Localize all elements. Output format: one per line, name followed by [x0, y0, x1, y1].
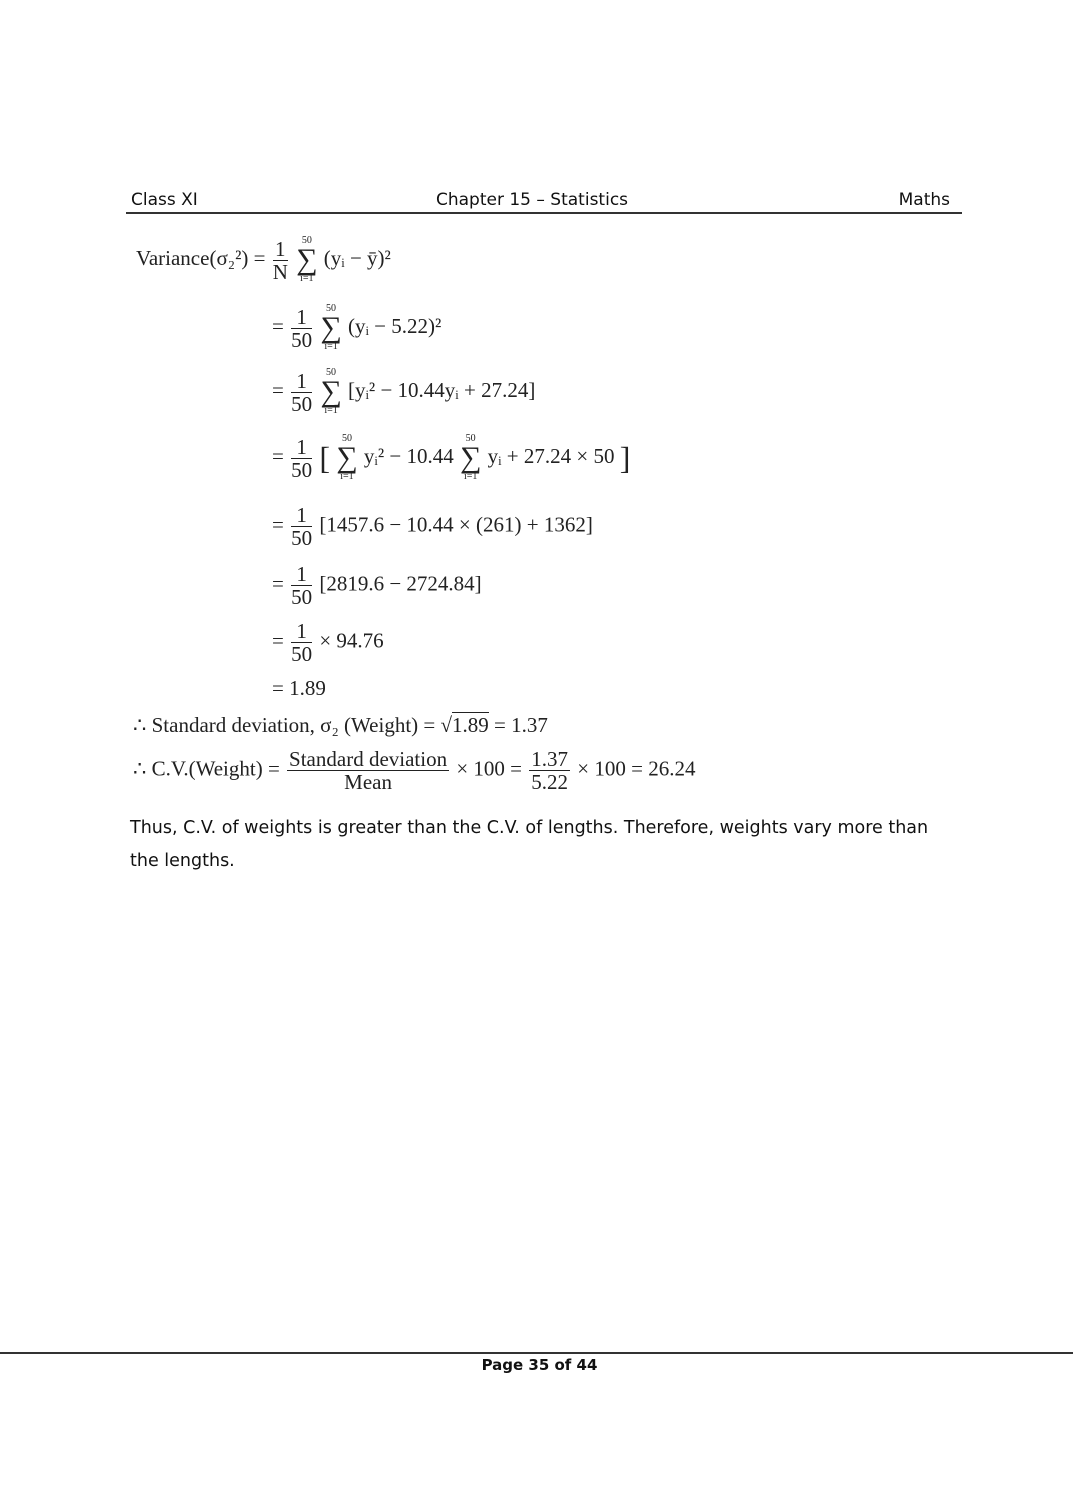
- eq-expr: [2819.6 − 2724.84]: [319, 571, 482, 596]
- equation-step-3: = $\frac{1}{50}$ 50 ∑ i=1 [yᵢ² − 10.44yᵢ + 27.24]: [272, 367, 536, 416]
- sd-prefix: ∴ Standard deviation, σ₂ (Weight) =: [133, 713, 441, 737]
- fraction: $\frac{1}{50}$: [291, 619, 313, 666]
- summation-icon: 50 ∑ i=1: [320, 367, 342, 416]
- summation-icon: 50 ∑ i=1: [336, 433, 358, 482]
- sd-result: = 1.37: [488, 713, 548, 737]
- eq-expr: = 1.89: [272, 676, 326, 700]
- fraction: $\frac{1}{50}$: [291, 503, 313, 550]
- coefficient-variation-line: [133, 748, 695, 793]
- fraction: $\frac{1}{50}$: [291, 562, 313, 609]
- fraction: $\frac{1}{50}$: [291, 368, 313, 416]
- equation-step-7: = $\frac{1}{50}$ × 94.76: [272, 619, 384, 666]
- fraction: $\frac{1}{N}$: [272, 236, 288, 284]
- equation-variance-definition: [136, 236, 391, 284]
- eq-expr-b: yᵢ + 27.24 × 50: [487, 443, 615, 468]
- equation-step-4: = $\frac{1}{50}$ [ 50 ∑ i=1 yᵢ² − 10.44 50 ∑ i=1 yᵢ + 27.24 × 50 ]: [272, 433, 631, 482]
- eq-expr: (yᵢ − ȳ)²: [323, 245, 391, 270]
- summation-icon: 50 ∑ i=1: [459, 433, 482, 482]
- standard-deviation-line: ∴ Standard deviation, σ₂ (Weight) = √1.89 = 1.37: [133, 713, 548, 737]
- fraction: $\frac{1}{50}$: [291, 434, 313, 482]
- page-number: Page 35 of 44: [481, 1356, 598, 1374]
- fraction: $\frac{1}{50}$: [291, 304, 313, 352]
- eq-expr: × 94.76: [319, 628, 384, 653]
- summation-icon: 50 ∑ i=1: [296, 235, 318, 284]
- eq-expr-a: yᵢ² − 10.44: [363, 443, 454, 468]
- equation-step-6: = $\frac{1}{50}$ [2819.6 − 2724.84]: [272, 562, 482, 609]
- header-subject: Maths: [898, 190, 950, 210]
- header-chapter: Chapter 15 – Statistics: [436, 190, 629, 210]
- page-header: [126, 190, 962, 214]
- eq-lhs: Variance(σ₂²) =: [136, 245, 266, 270]
- eq-expr: [1457.6 − 10.44 × (261) + 1362]: [319, 512, 593, 537]
- sd-radicand: 1.89: [452, 713, 489, 737]
- header-class: Class XI: [131, 190, 198, 210]
- equation-step-8: [272, 676, 326, 701]
- equation-step-5: = $\frac{1}{50}$ [1457.6 − 10.44 × (261) + 1362]: [272, 503, 593, 550]
- fraction: $\frac{\text{Standard deviation}}{\text{Mean}}$: [289, 747, 448, 794]
- eq-expr: [yᵢ² − 10.44yᵢ + 27.24]: [347, 377, 536, 402]
- footer-divider: [0, 1352, 1073, 1354]
- conclusion-paragraph: Thus, C.V. of weights is greater than the C.V. of lengths. Therefore, weights vary more than the lengths.: [130, 818, 929, 871]
- summation-icon: 50 ∑ i=1: [320, 303, 342, 352]
- cv-prefix: ∴ C.V.(Weight) =: [133, 756, 286, 781]
- fraction: $\frac{1.37}{5.22}$: [531, 747, 569, 794]
- cv-mid: × 100 =: [456, 756, 528, 781]
- eq-expr: (yᵢ − 5.22)²: [347, 313, 442, 338]
- equation-step-2: = $\frac{1}{50}$ 50 ∑ i=1 (yᵢ − 5.22)²: [272, 303, 442, 352]
- cv-result: × 100 = 26.24: [577, 756, 696, 781]
